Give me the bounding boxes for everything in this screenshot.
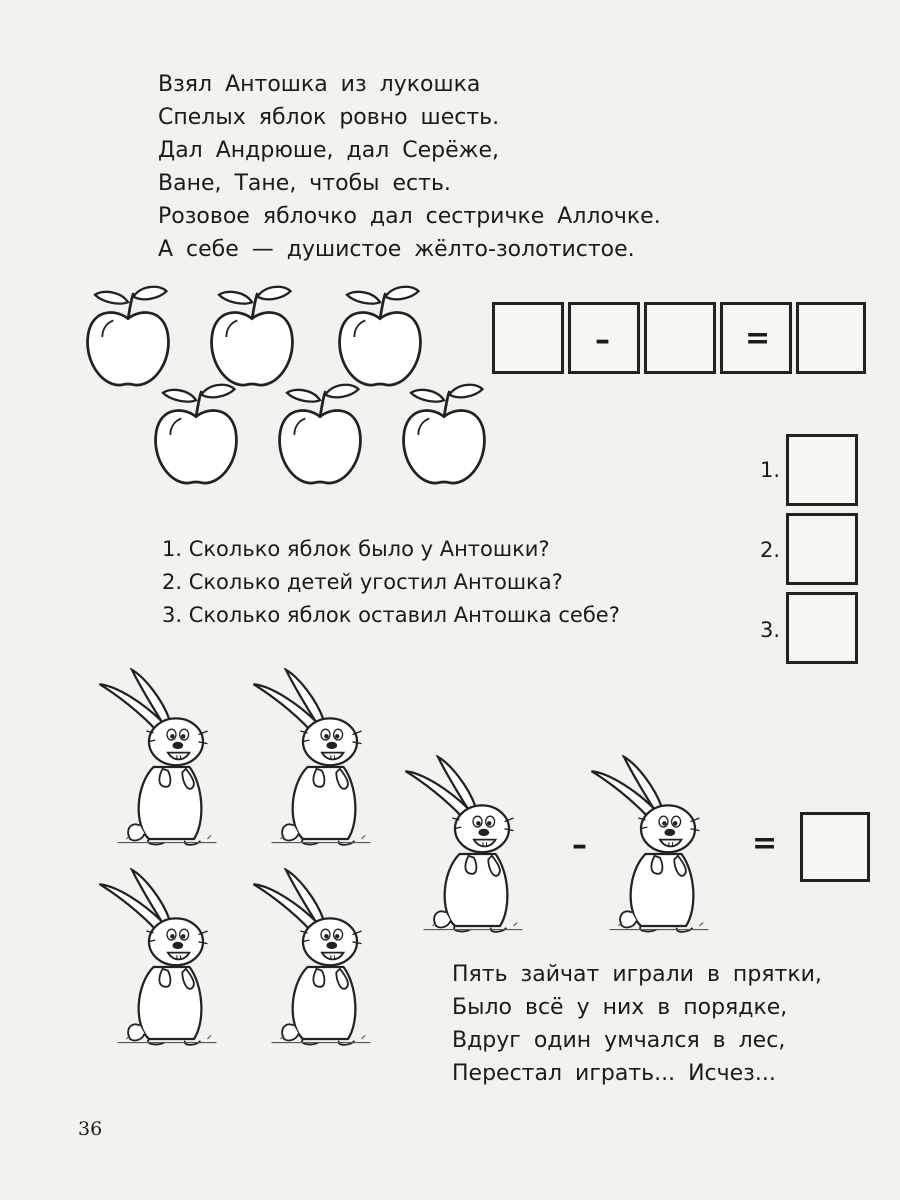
apple-icon [78,282,178,392]
bunny-icon [92,868,242,1048]
poem-apples [158,68,661,266]
answer-box[interactable] [786,592,858,664]
answer-box[interactable] [786,434,858,506]
bunny-icon [92,668,242,848]
bunny-icon [246,668,396,848]
answer-box[interactable] [786,513,858,585]
equals-sign: = [752,826,778,861]
equals-sign: = [745,321,771,356]
answer-box[interactable] [796,302,866,374]
questions [162,533,620,632]
poem-line: Ване, Тане, чтобы есть. [158,171,451,196]
answer-label: 3. [760,618,781,642]
poem-line: Перестал играть... Исчез... [452,1061,776,1086]
poem-bunnies [452,958,822,1090]
apple-icon [146,380,246,490]
minus-sign: – [595,323,610,358]
answer-box[interactable] [492,302,564,374]
apple-icon [330,282,430,392]
answer-box[interactable] [800,812,870,882]
poem-line: Розовое яблочко дал сестричке Аллочке. [158,204,661,229]
bunny-icon [398,755,548,935]
bunny-icon [246,868,396,1048]
bunny-icon [584,755,734,935]
operator-box [720,302,792,374]
answer-box[interactable] [644,302,716,374]
question: 2. Сколько детей угостил Антошка? [162,570,563,594]
apple-icon [202,282,302,392]
minus-sign: – [572,828,587,863]
apple-icon [394,380,494,490]
poem-line: А себе — душистое жёлто-золотистое. [158,237,635,262]
answer-label: 1. [760,458,781,482]
page-number: 36 [78,1118,103,1140]
operator-box [568,302,640,374]
poem-line: Пять зайчат играли в прятки, [452,962,822,987]
poem-line: Было всё у них в порядке, [452,995,788,1020]
question: 3. Сколько яблок оставил Антошка себе? [162,603,620,627]
poem-line: Дал Андрюше, дал Серёже, [158,138,499,163]
answer-label: 2. [760,538,781,562]
question: 1. Сколько яблок было у Антошки? [162,537,550,561]
poem-line: Вдруг один умчался в лес, [452,1028,786,1053]
apple-icon [270,380,370,490]
poem-line: Спелых яблок ровно шесть. [158,105,500,130]
poem-line: Взял Антошка из лукошка [158,72,481,97]
